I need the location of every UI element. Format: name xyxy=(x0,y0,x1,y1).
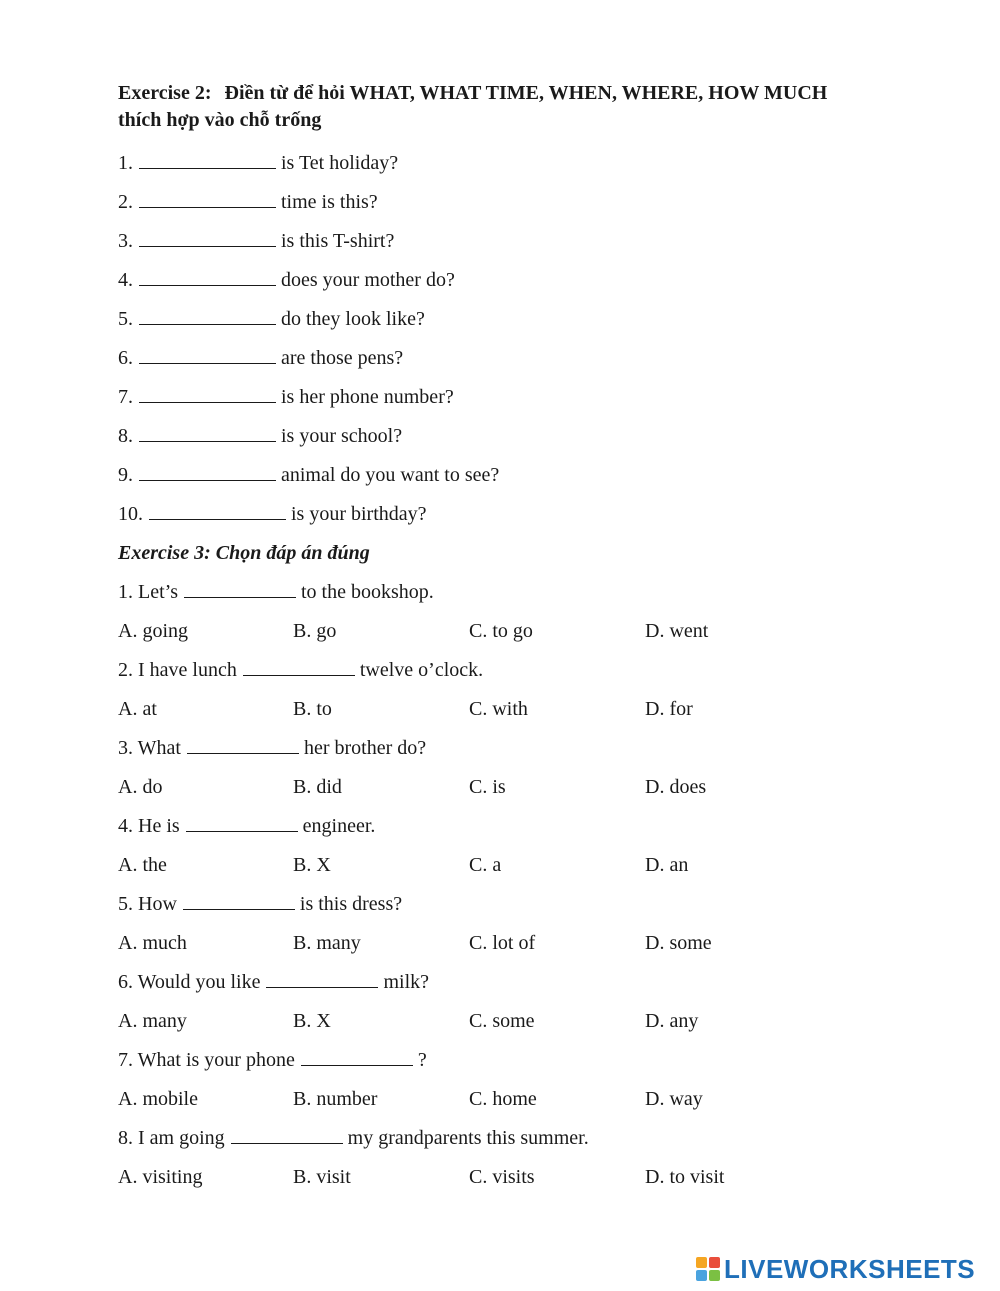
option-d[interactable]: D. way xyxy=(645,1088,703,1110)
exercise-3-question xyxy=(118,651,918,690)
item-text: does your mother do? xyxy=(281,269,455,291)
answer-blank[interactable] xyxy=(187,737,299,754)
option-d[interactable]: D. for xyxy=(645,698,693,720)
item-number: 10. xyxy=(118,503,143,525)
option-c[interactable]: C. to go xyxy=(469,620,533,642)
question-text-before: 2. I have lunch xyxy=(118,659,237,681)
question-text-before: 5. How xyxy=(118,893,177,915)
question-text-before: 6. Would you like xyxy=(118,971,261,993)
answer-options xyxy=(118,690,918,729)
option-d[interactable]: D. does xyxy=(645,776,707,798)
option-c[interactable]: C. is xyxy=(469,776,506,798)
item-text: is your school? xyxy=(281,425,403,447)
answer-options xyxy=(118,924,918,963)
answer-blank[interactable] xyxy=(243,659,355,676)
worksheet-page xyxy=(118,80,918,1197)
item-text: animal do you want to see? xyxy=(281,464,500,486)
option-d[interactable]: D. any xyxy=(645,1010,699,1032)
answer-options xyxy=(118,1158,918,1197)
option-d[interactable]: D. went xyxy=(645,620,709,642)
liveworksheets-cubes-icon xyxy=(696,1257,720,1281)
option-d[interactable]: D. an xyxy=(645,854,689,876)
question-text-before: 7. What is your phone xyxy=(118,1049,295,1071)
option-b[interactable]: B. X xyxy=(293,854,331,876)
option-b[interactable]: B. go xyxy=(293,620,337,642)
exercise-2-item xyxy=(118,261,918,300)
option-b[interactable]: B. to xyxy=(293,698,332,720)
option-c[interactable]: C. lot of xyxy=(469,932,536,954)
exercise-2-title xyxy=(118,80,918,134)
option-a[interactable]: A. going xyxy=(118,620,188,642)
exercise-2-heading: Exercise 2: xyxy=(118,82,212,104)
question-text-before: 4. He is xyxy=(118,815,180,837)
exercise-2-list xyxy=(118,144,918,534)
exercise-2-instruction-line-1: Điền từ để hỏi WHAT, WHAT TIME, WHEN, WHERE, HOW MUCH xyxy=(224,82,828,104)
question-text-after: my grandparents this summer. xyxy=(347,1127,589,1149)
option-c[interactable]: C. a xyxy=(469,854,502,876)
exercise-2-item xyxy=(118,495,918,534)
option-c[interactable]: C. some xyxy=(469,1010,535,1032)
item-text: is your birthday? xyxy=(291,503,427,525)
question-text-after: milk? xyxy=(383,971,430,993)
exercise-2-item xyxy=(118,378,918,417)
question-text-after: her brother do? xyxy=(303,737,427,759)
item-number: 1. xyxy=(118,152,133,174)
exercise-3-question xyxy=(118,1041,918,1080)
item-number: 3. xyxy=(118,230,133,252)
answer-options xyxy=(118,1080,918,1119)
option-a[interactable]: A. do xyxy=(118,776,163,798)
exercise-2-item xyxy=(118,183,918,222)
question-text-after: twelve o’clock. xyxy=(359,659,484,681)
option-a[interactable]: A. many xyxy=(118,1010,187,1032)
question-text-after: to the bookshop. xyxy=(301,581,434,603)
question-text-after: is this dress? xyxy=(299,893,403,915)
exercise-3-question xyxy=(118,1119,918,1158)
exercise-3-question xyxy=(118,885,918,924)
item-number: 6. xyxy=(118,347,133,369)
item-number: 9. xyxy=(118,464,133,486)
item-number: 5. xyxy=(118,308,133,330)
exercise-3-list xyxy=(118,573,918,1197)
exercise-3-question xyxy=(118,729,918,768)
answer-options xyxy=(118,768,918,807)
option-c[interactable]: C. visits xyxy=(469,1166,535,1188)
option-d[interactable]: D. to visit xyxy=(645,1166,725,1188)
exercise-2-item xyxy=(118,144,918,183)
answer-blank[interactable] xyxy=(149,503,286,520)
item-text: is this T-shirt? xyxy=(281,230,395,252)
question-text-after: engineer. xyxy=(302,815,376,837)
answer-blank[interactable] xyxy=(183,893,295,910)
liveworksheets-logo xyxy=(696,1253,975,1285)
answer-blank[interactable] xyxy=(139,464,276,481)
exercise-2-item xyxy=(118,222,918,261)
option-a[interactable]: A. much xyxy=(118,932,187,954)
item-text: do they look like? xyxy=(281,308,425,330)
question-text-after: ? xyxy=(417,1049,427,1071)
exercise-3-question xyxy=(118,963,918,1002)
item-text: is her phone number? xyxy=(281,386,454,408)
answer-blank[interactable] xyxy=(139,230,276,247)
exercise-3-question xyxy=(118,573,918,612)
exercise-2-instruction-line-2: thích hợp vào chỗ trống xyxy=(118,109,322,131)
answer-blank[interactable] xyxy=(301,1049,413,1066)
option-d[interactable]: D. some xyxy=(645,932,712,954)
option-a[interactable]: A. at xyxy=(118,698,157,720)
option-c[interactable]: C. with xyxy=(469,698,528,720)
option-b[interactable]: B. X xyxy=(293,1010,331,1032)
question-text-before: 1. Let’s xyxy=(118,581,178,603)
question-text-before: 8. I am going xyxy=(118,1127,225,1149)
exercise-2-item xyxy=(118,417,918,456)
answer-blank[interactable] xyxy=(139,425,276,442)
answer-options xyxy=(118,1002,918,1041)
answer-blank[interactable] xyxy=(186,815,298,832)
item-text: time is this? xyxy=(281,191,378,213)
answer-blank[interactable] xyxy=(139,152,276,169)
answer-blank[interactable] xyxy=(231,1127,343,1144)
answer-blank[interactable] xyxy=(266,971,378,988)
item-number: 7. xyxy=(118,386,133,408)
answer-options xyxy=(118,612,918,651)
answer-blank[interactable] xyxy=(139,347,276,364)
item-number: 2. xyxy=(118,191,133,213)
answer-blank[interactable] xyxy=(139,386,276,403)
option-b[interactable]: B. visit xyxy=(293,1166,351,1188)
question-text-before: 3. What xyxy=(118,737,181,759)
option-a[interactable]: A. mobile xyxy=(118,1088,198,1110)
item-number: 8. xyxy=(118,425,133,447)
logo-text: LIVEWORKSHEETS xyxy=(724,1253,976,1284)
exercise-2-item xyxy=(118,456,918,495)
answer-blank[interactable] xyxy=(184,581,296,598)
option-c[interactable]: C. home xyxy=(469,1088,537,1110)
answer-blank[interactable] xyxy=(139,308,276,325)
answer-blank[interactable] xyxy=(139,191,276,208)
item-text: is Tet holiday? xyxy=(281,152,399,174)
exercise-2-item xyxy=(118,339,918,378)
option-a[interactable]: A. the xyxy=(118,854,167,876)
option-b[interactable]: B. many xyxy=(293,932,361,954)
answer-blank[interactable] xyxy=(139,269,276,286)
option-b[interactable]: B. number xyxy=(293,1088,378,1110)
option-a[interactable]: A. visiting xyxy=(118,1166,203,1188)
option-b[interactable]: B. did xyxy=(293,776,342,798)
answer-options xyxy=(118,846,918,885)
exercise-3-question xyxy=(118,807,918,846)
exercise-2-item xyxy=(118,300,918,339)
item-number: 4. xyxy=(118,269,133,291)
exercise-3-title: Exercise 3: Chọn đáp án đúng xyxy=(118,542,370,564)
item-text: are those pens? xyxy=(281,347,404,369)
